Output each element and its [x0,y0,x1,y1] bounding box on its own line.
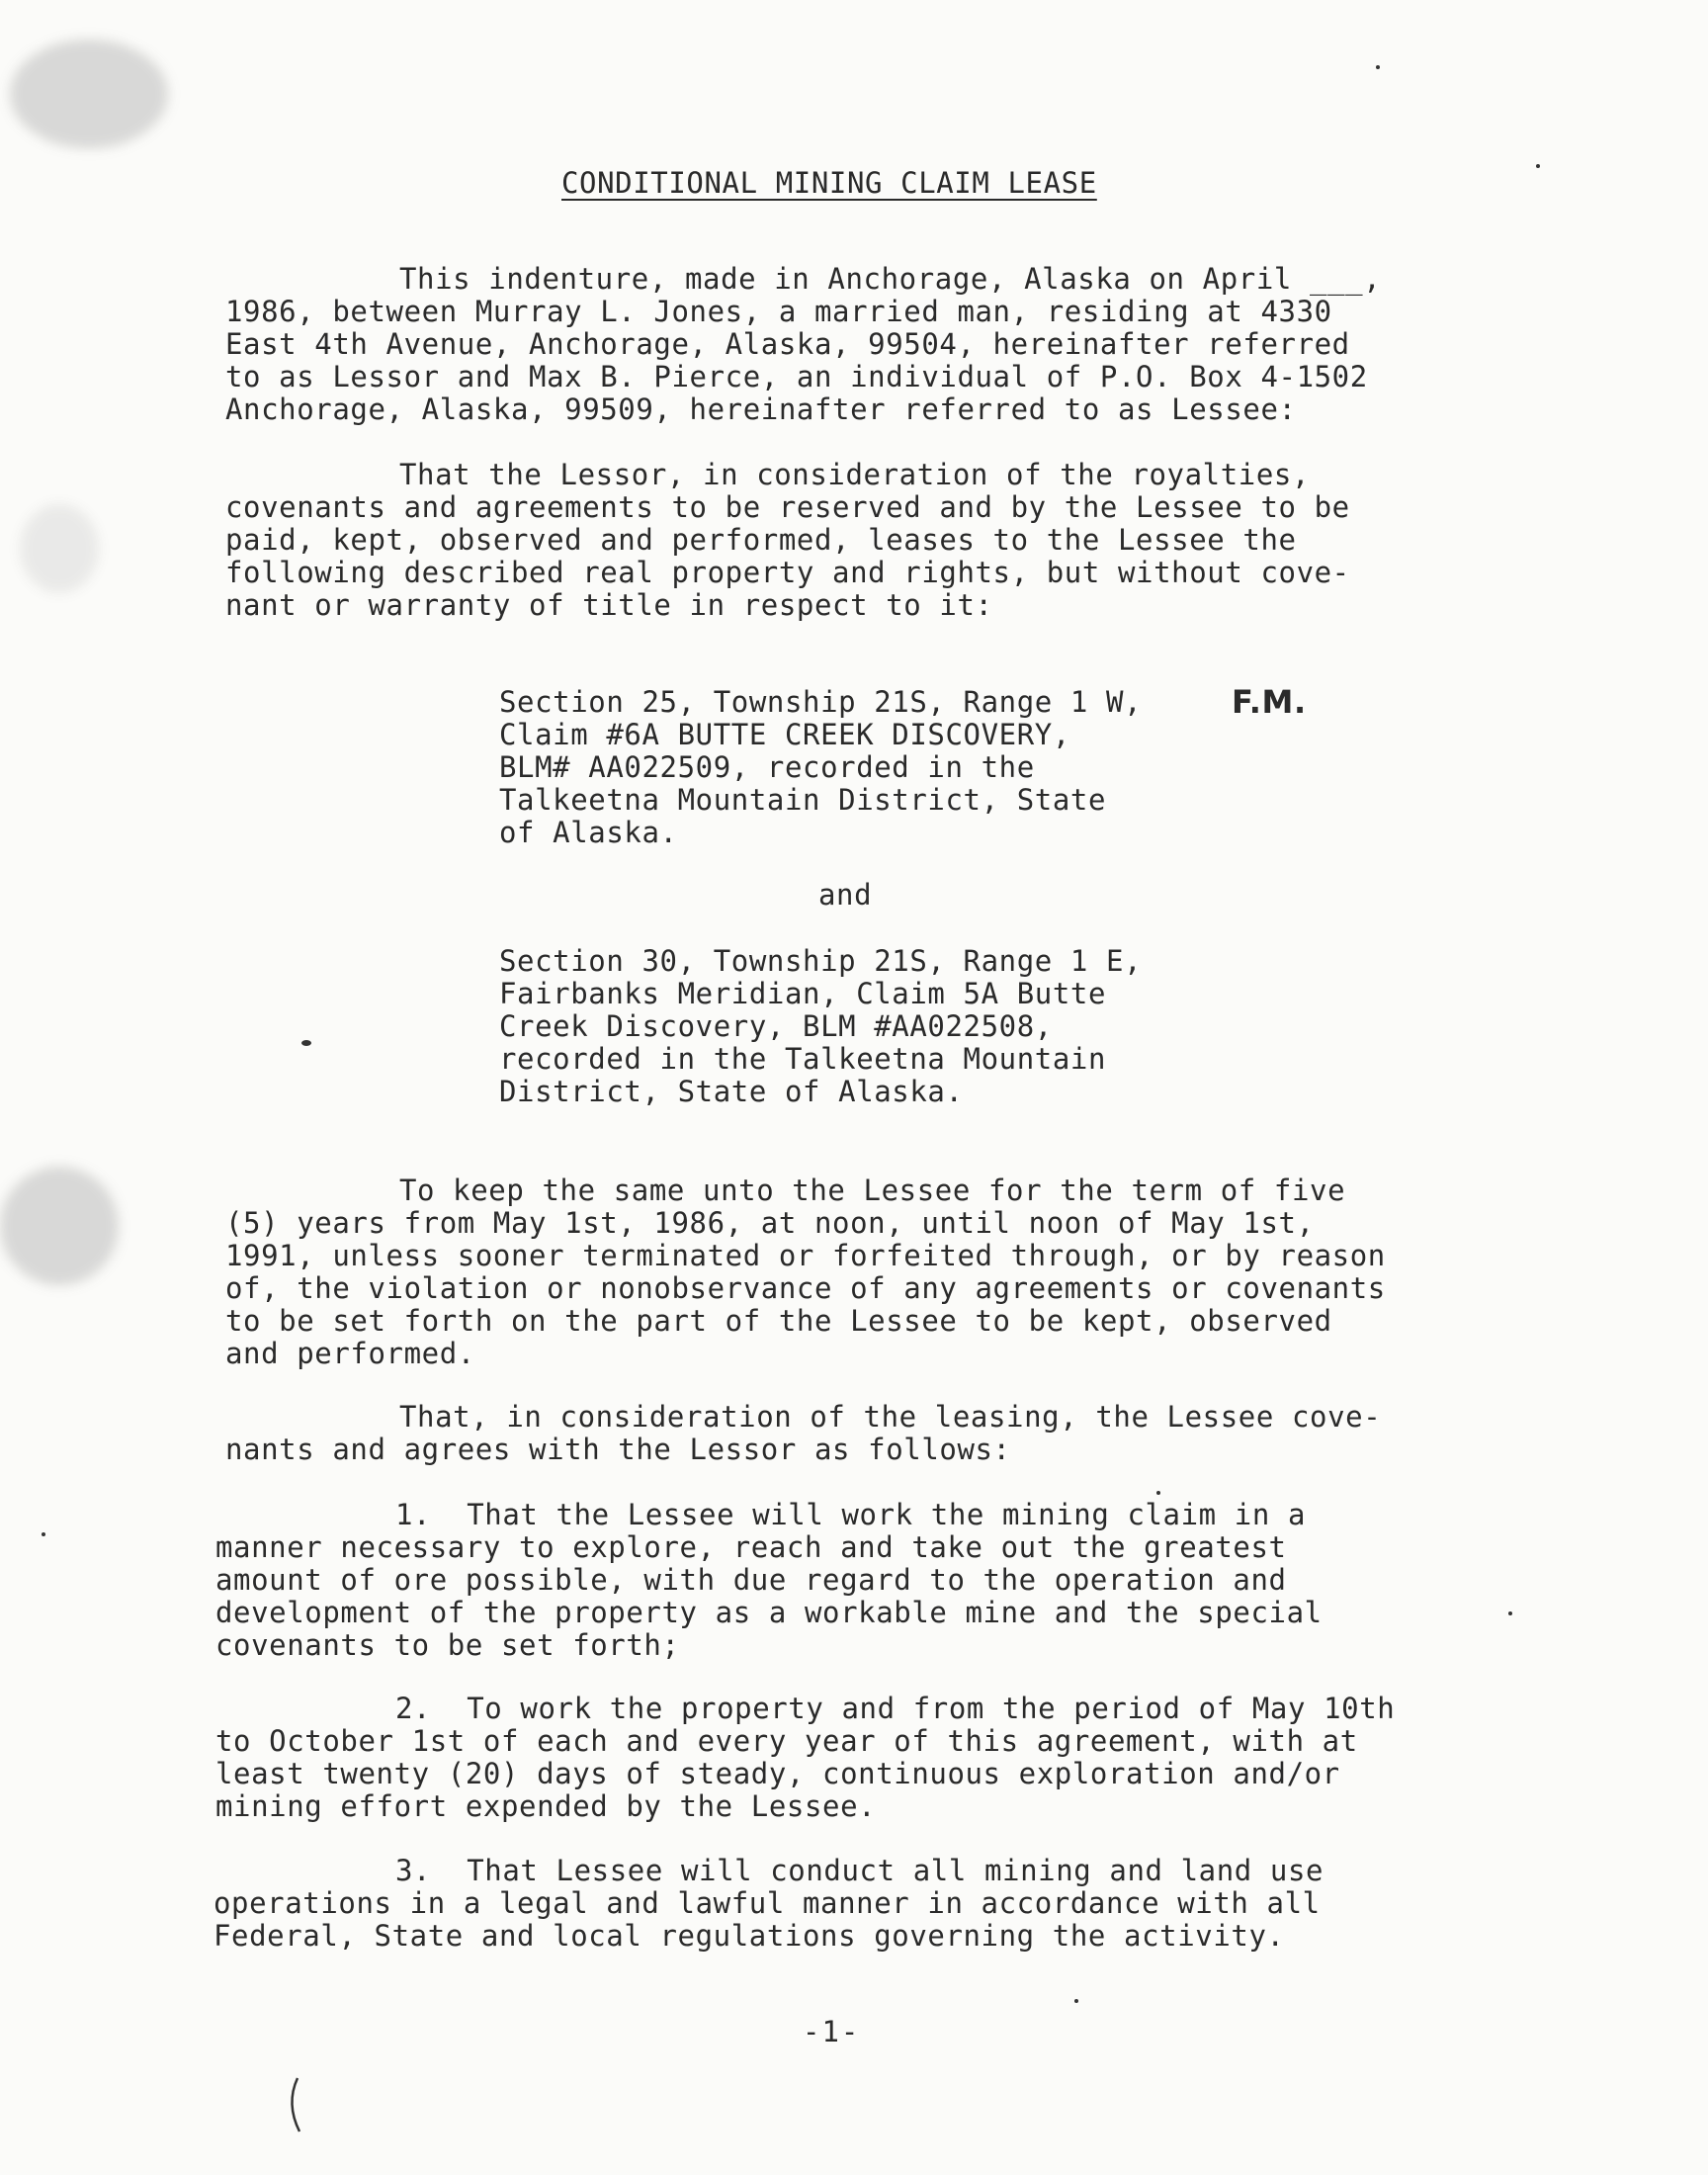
covenants-intro-line: nants and agrees with the Lessor as follows: [225,1433,1011,1466]
item1-line: development of the property as a workable mine and the special [215,1596,1323,1629]
item3-line: Federal, State and local regulations governing the activity. [214,1919,1285,1953]
item2-line: 2. To work the property and from the period of May 10th [395,1692,1396,1725]
item3-line: operations in a legal and lawful manner in accordance with all [214,1886,1321,1920]
intro-line: East 4th Avenue, Anchorage, Alaska, 99504, hereinafter referred [225,327,1350,361]
scan-dot [1508,1611,1512,1615]
intro-line: 1986, between Murray L. Jones, a married man, residing at 4330 [225,295,1332,328]
term-line: To keep the same unto the Lessee for the term of five [399,1174,1346,1207]
scan-dot [1074,1999,1078,2003]
scan-smudge [0,1167,119,1285]
page-number: -1- [803,2015,861,2048]
term-line: to be set forth on the part of the Lessee to be kept, observed [225,1304,1332,1338]
consideration-line: nant or warranty of title in respect to it: [225,588,993,622]
pen-mark [282,2076,305,2135]
property1-line: Talkeetna Mountain District, State [499,783,1107,817]
item1-line: manner necessary to explore, reach and take out the greatest [215,1530,1287,1564]
property2-line: Creek Discovery, BLM #AA022508, [499,1009,1053,1043]
term-line: (5) years from May 1st, 1986, at noon, until noon of May 1st, [225,1206,1315,1240]
item2-line: mining effort expended by the Lessee. [215,1789,877,1823]
item1-line: amount of ore possible, with due regard to the operation and [215,1563,1287,1597]
scan-dot [1376,65,1380,69]
covenants-intro-line: That, in consideration of the leasing, the Lessee cove- [399,1400,1382,1434]
intro-line: This indenture, made in Anchorage, Alaska on April ___, [399,262,1382,296]
scan-smudge [20,504,99,593]
property1-line: Claim #6A BUTTE CREEK DISCOVERY, [499,718,1070,751]
term-line: of, the violation or nonobservance of any agreements or covenants [225,1271,1386,1305]
item3-line: 3. That Lessee will conduct all mining and land use [395,1854,1324,1887]
term-line: and performed. [225,1337,475,1370]
property1-line: of Alaska. [499,816,678,849]
property2-line: Fairbanks Meridian, Claim 5A Butte [499,977,1107,1010]
consideration-line: paid, kept, observed and performed, leases to the Lessee the [225,523,1297,557]
scan-dot [1536,164,1540,168]
scan-dot [301,1040,311,1046]
scan-smudge [10,40,168,148]
property1-line: Section 25, Township 21S, Range 1 W, [499,685,1143,719]
intro-line: to as Lessor and Max B. Pierce, an individual of P.O. Box 4-1502 [225,360,1368,393]
item2-line: to October 1st of each and every year of this agreement, with at [215,1724,1358,1758]
handwritten-annotation: F.M. [1232,683,1307,721]
property2-line: District, State of Alaska. [499,1075,964,1108]
term-line: 1991, unless sooner terminated or forfeited through, or by reason [225,1239,1386,1272]
and-separator: and [818,878,873,912]
intro-line: Anchorage, Alaska, 99509, hereinafter referred to as Lessee: [225,392,1297,426]
property2-line: recorded in the Talkeetna Mountain [499,1042,1107,1076]
document-title: CONDITIONAL MINING CLAIM LEASE [561,166,1097,200]
property1-line: BLM# AA022509, recorded in the [499,750,1035,784]
consideration-line: covenants and agreements to be reserved and by the Lessee to be [225,490,1350,524]
item2-line: least twenty (20) days of steady, continuous exploration and/or [215,1757,1340,1790]
property2-line: Section 30, Township 21S, Range 1 E, [499,944,1143,978]
scan-dot [1156,1491,1160,1495]
scan-dot [42,1532,45,1536]
item1-line: 1. That the Lessee will work the mining claim in a [395,1498,1307,1531]
consideration-line: following described real property and rights, but without cove- [225,556,1350,589]
item1-line: covenants to be set forth; [215,1628,680,1662]
consideration-line: That the Lessor, in consideration of the royalties, [399,458,1311,491]
